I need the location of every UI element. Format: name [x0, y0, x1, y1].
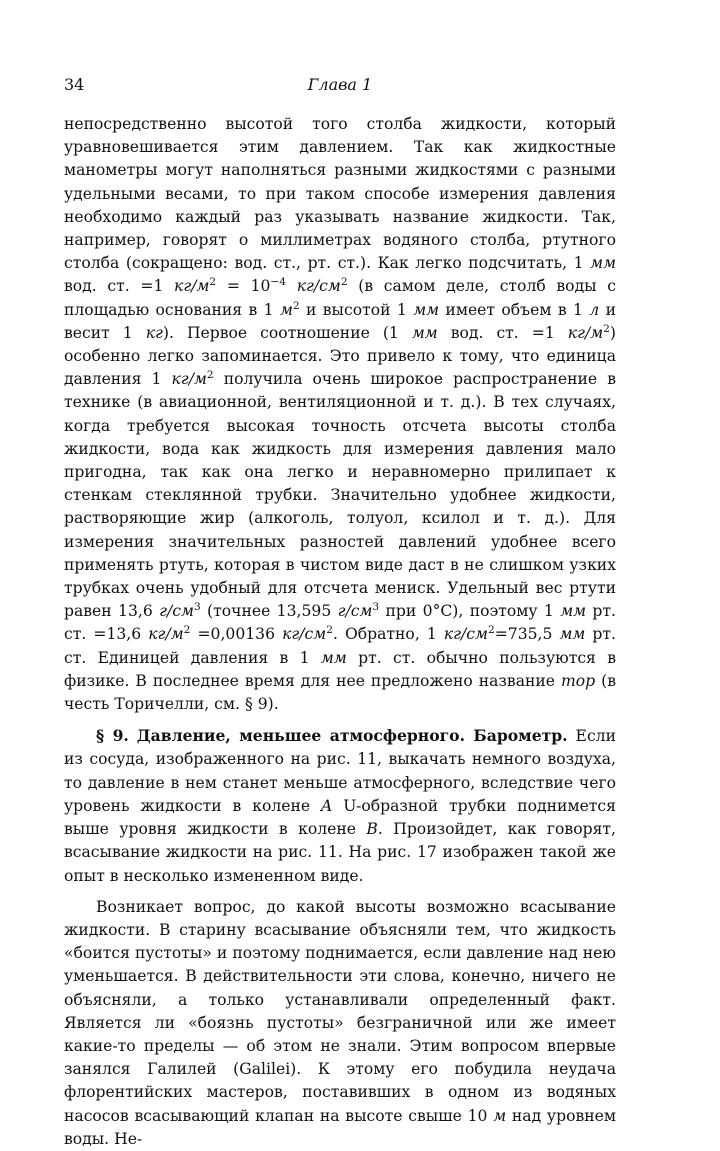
running-head: Глава 1 [307, 75, 373, 94]
page-number: 34 [64, 75, 85, 94]
body-text [64, 113, 616, 1151]
section-9-paragraph: § 9. Давление, меньшее атмосферного. Барометр. Если из сосуда, изображенного на рис. 11, выкачать немного воздуха, то давление в нем станет меньше атмосферного, вследствие чего уровень жидкости в колене A U-образной трубки поднимется выше уровня жидкости в колене B. Произойдет, как говорят, всасывание жидкости на рис. 11. На рис. 17 изображен такой же опыт в несколько измененном виде. [64, 726, 617, 885]
paragraph-galileo: Возникает вопрос, до какой высоты возможно всасывание жидкости. В старину всасывание объясняли тем, что жидкость «боится пустоты» и поэтому поднимается, если давление над нею уменьшается. В действительности эти слова, конечно, ничего не объясняли, а только устанавливали определенный факт. Является ли «боязнь пустоты» безграничной или же имеет какие-то пределы — об этом не знали. Этим вопросом впервые занялся Галилей (Galilei). К этому его побудила неудача флорентийских мастеров, поставивших в одном из водяных насосов всасывающий клапан на высоте свыше 10 м над уровнем воды. Не- [64, 897, 616, 1148]
page-header [64, 75, 616, 99]
section-number: § 9. [96, 726, 129, 746]
paragraph-manometer-units: непосредственно высотой того столба жидкости, который уравновешивается этим давлением. Так как жидкостные манометры могут наполняться разными жидкостями с разными удельными весами, то при таком способе измерения давления необходимо каждый раз указывать название жидкости. Так, например, говорят о миллиметрах водяного столба, ртутного столба (сокращено: вод. ст., рт. ст.). Как легко подсчитать, 1 мм вод. ст. =1 $кг/м^2 = 10^{-4}$ $кг/см^2$ (в самом деле, столб воды с площадью основания в 1 $м^2$ и высотой 1 мм имеет объем в 1 л и весит 1 кг). Первое соотношение (1 мм вод. ст. =1 $кг/м^2$) особенно легко запоминается. Это привело к тому, что единица давления 1 $кг/м^2$ получила очень широкое распространение в технике (в авиационной, вентиляционной и т. д.). В тех случаях, когда требуется высокая точность отсчета высоты столба жидкости, вода как жидкость для измерения давления мало пригодна, так как она легко и неравномерно прилипает к стенкам стеклянной трубки. Значительно удобнее жидкости, растворяющие жир (алкоголь, толуол, ксилол и т. д.). Для измерения значительных разностей давлений удобнее всего применять ртуть, которая в чистом виде даст в не слишком узких трубках очень удобный для отсчета мениск. Удельный вес ртути равен 13,6 $г/см^3$ (точнее 13,595 $г/см^3$ при 0°C), поэтому 1 мм рт. ст. =13,6 $кг/м^2 =0,00136$ $кг/см^2$. Обратно, 1 $кг/см^2=735,5$ мм рт. ст. Единицей давления в 1 мм рт. ст. обычно пользуются в физике. В последнее время для нее предложено название тор (в честь Торичелли, см. § 9). [64, 115, 616, 714]
section-title: Давление, меньшее атмосферного. Барометр. [136, 726, 568, 746]
